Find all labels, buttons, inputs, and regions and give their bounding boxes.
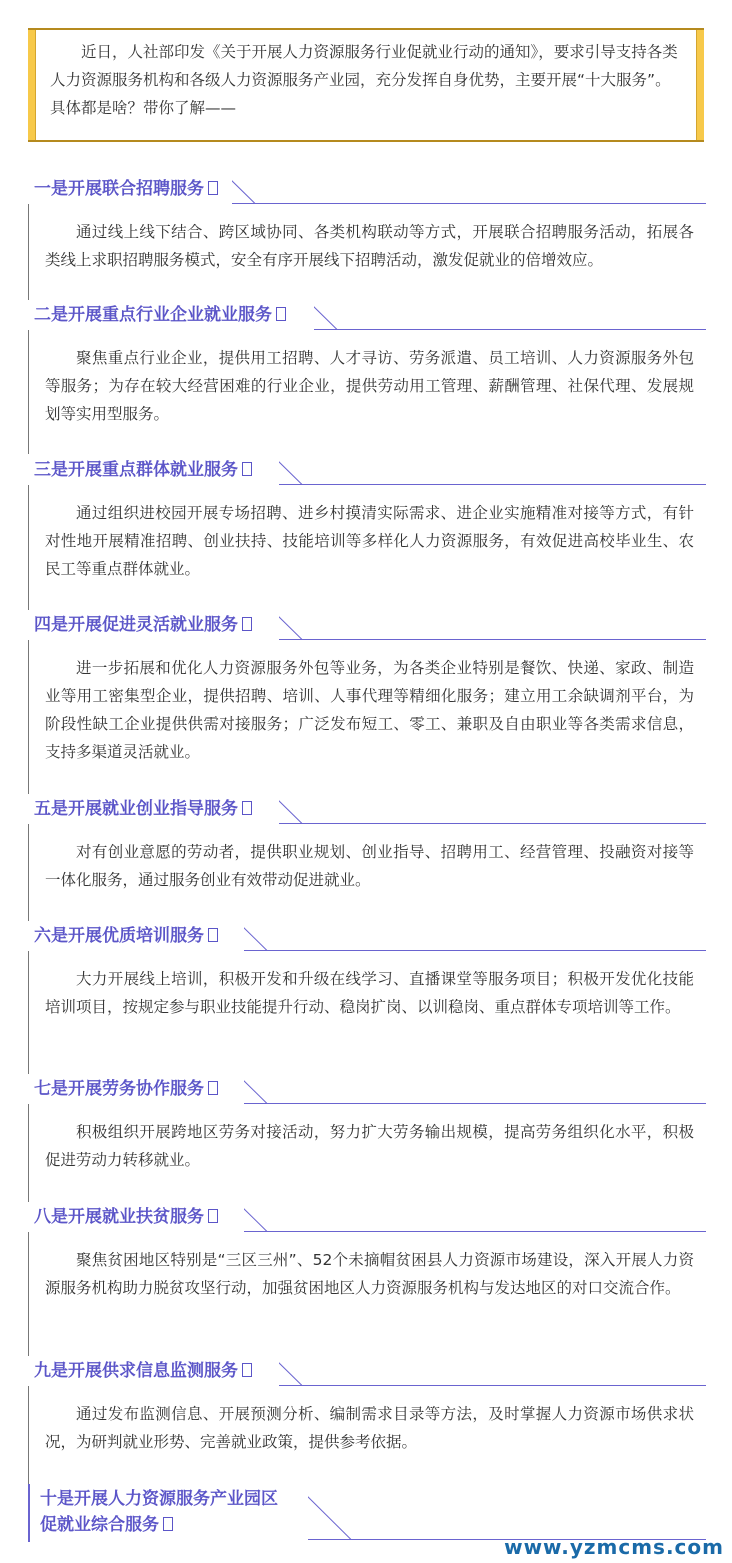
watermark-text: www.yzmcms.com <box>504 1535 724 1559</box>
glyph-box-icon <box>242 462 252 476</box>
section-10 <box>28 1484 706 1540</box>
glyph-box-icon <box>242 801 252 815</box>
section-7 <box>28 1074 706 1202</box>
glyph-box-icon <box>242 1363 252 1377</box>
section-body: 积极组织开展跨地区劳务对接活动，努力扩大劳务输出规模，提高劳务组织化水平，积极促进劳动力转移就业。 <box>45 1123 694 1169</box>
glyph-box-icon <box>242 617 252 631</box>
section-6 <box>28 921 706 1075</box>
glyph-box-icon <box>208 1209 218 1223</box>
intro-top-edge <box>28 28 704 30</box>
glyph-box-icon <box>208 928 218 942</box>
intro-box <box>28 28 704 142</box>
glyph-box-icon <box>276 307 286 321</box>
section-4 <box>28 610 706 794</box>
section-body: 通过发布监测信息、开展预测分析、编制需求目录等方法，及时掌握人力资源市场供求状况，为研判就业形势、完善就业政策，提供参考依据。 <box>45 1405 694 1451</box>
glyph-box-icon <box>208 181 218 195</box>
section-8 <box>28 1202 706 1356</box>
section-body: 对有创业意愿的劳动者，提供职业规划、创业指导、招聘用工、经营管理、投融资对接等一体化服务，通过服务创业有效带动促进就业。 <box>45 843 694 889</box>
section-title: 六是开展优质培训服务 <box>34 926 204 946</box>
section-body: 通过组织进校园开展专场招聘、进乡村摸清实际需求、进企业实施精准对接等方式，有针对性地开展精准招聘、创业扶持、技能培训等多样化人力资源服务，有效促进高校毕业生、农民工等重点群体就业。 <box>45 504 694 578</box>
section-2 <box>28 300 706 454</box>
intro-bottom-edge <box>28 140 704 142</box>
intro-text: 近日，人社部印发《关于开展人力资源服务行业促就业行动的通知》，要求引导支持各类人力资源服务机构和各级人力资源服务产业园，充分发挥自身优势，主要开展“十大服务”。具体都是啥？带你了解—— <box>50 43 678 117</box>
section-title: 一是开展联合招聘服务 <box>34 179 204 199</box>
section-title: 七是开展劳务协作服务 <box>34 1079 204 1099</box>
section-title-line-2: 促就业综合服务 <box>40 1515 159 1535</box>
section-title: 三是开展重点群体就业服务 <box>34 460 238 480</box>
section-title: 二是开展重点行业企业就业服务 <box>34 305 272 325</box>
glyph-box-icon <box>208 1081 218 1095</box>
section-title: 四是开展促进灵活就业服务 <box>34 615 238 635</box>
section-body: 聚焦重点行业企业，提供用工招聘、人才寻访、劳务派遣、员工培训、人力资源服务外包等服务；为存在较大经营困难的行业企业，提供劳动用工管理、薪酬管理、社保代理、发展规划等实用型服务。 <box>45 349 694 423</box>
glyph-box-icon <box>163 1517 173 1531</box>
section-title: 九是开展供求信息监测服务 <box>34 1361 238 1381</box>
section-body: 聚焦贫困地区特别是“三区三州”、52个未摘帽贫困县人力资源市场建设，深入开展人力资源服务机构助力脱贫攻坚行动，加强贫困地区人力资源服务机构与发达地区的对口交流合作。 <box>45 1251 694 1297</box>
section-5 <box>28 794 706 922</box>
section-3 <box>28 455 706 611</box>
section-1 <box>28 174 706 300</box>
section-body: 通过线上线下结合、跨区域协同、各类机构联动等方式，开展联合招聘服务活动，拓展各类线上求职招聘服务模式，安全有序开展线下招聘活动，激发促就业的倍增效应。 <box>45 223 694 269</box>
section-9 <box>28 1356 706 1484</box>
section-body: 大力开展线上培训，积极开发和升级在线学习、直播课堂等服务项目；积极开发优化技能培训项目，按规定参与职业技能提升行动、稳岗扩岗、以训稳岗、重点群体专项培训等工作。 <box>45 970 694 1016</box>
section-title: 五是开展就业创业指导服务 <box>34 799 238 819</box>
section-title-line-1: 十是开展人力资源服务产业园区 <box>40 1489 278 1509</box>
section-body: 进一步拓展和优化人力资源服务外包等业务，为各类企业特别是餐饮、快递、家政、制造业等用工密集型企业，提供招聘、培训、人事代理等精细化服务；建立用工余缺调剂平台，为阶段性缺工企业提供供需对接服务；广泛发布短工、零工、兼职及自由职业等各类需求信息，支持多渠道灵活就业。 <box>45 659 694 761</box>
section-title: 八是开展就业扶贫服务 <box>34 1207 204 1227</box>
